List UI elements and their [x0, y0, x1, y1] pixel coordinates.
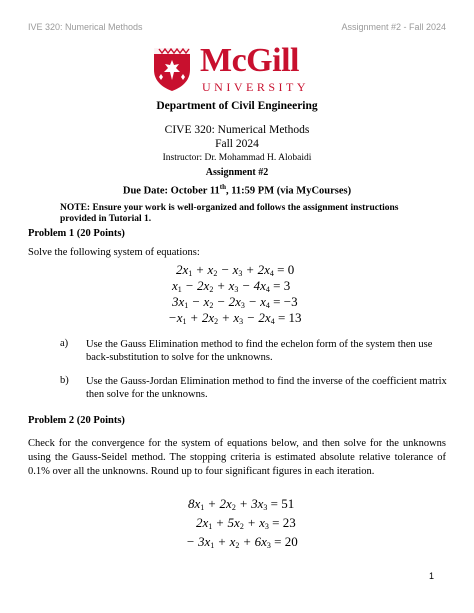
due-date-sup: th	[219, 183, 227, 191]
due-date-suffix: , 11:59 PM (via MyCourses)	[226, 185, 352, 197]
department-title: Department of Civil Engineering	[156, 100, 318, 112]
problem2-equations	[0, 496, 474, 552]
equation-row: $2x_1 + 5x_2 + x_3 = 23$	[196, 515, 296, 531]
note: NOTE: Ensure your work is well-organized and follows the assignment instructions provided in Tutorial 1.	[60, 203, 399, 224]
equation-row: $3x_1 - x_2 - 2x_3 - x_4 = -3$	[172, 294, 298, 310]
problem2-text: Check for the convergence for the system of equations below, and then solve for the unknowns using the Gauss-Seidel method. The stopping criteria is estimated absolute relative tolerance of 0.1% over all the unknowns. Round up to four significant figures in each iteration.	[28, 438, 446, 477]
assignment-number: Assignment #2	[205, 167, 269, 178]
equation-row: $x_1 - 2x_2 + x_3 - 4x_4 = 3$	[172, 278, 291, 294]
equation-row: $2x_1 + x_2 - x_3 + 2x_4 = 0$	[176, 262, 295, 278]
mcgill-crest-icon	[150, 44, 194, 92]
problem1-heading: Problem 1 (20 Points)	[28, 228, 125, 239]
term: Fall 2024	[215, 138, 259, 150]
problem2-heading: Problem 2 (20 Points)	[28, 415, 125, 426]
mcgill-logo	[150, 44, 330, 96]
logo-wordmark: McGill	[200, 42, 299, 79]
header-right: Assignment #2 - Fall 2024	[341, 22, 446, 32]
problem1-intro: Solve the following system of equations:	[28, 247, 200, 258]
due-date-prefix: Due Date: October 11	[122, 185, 220, 197]
problem1-equations	[0, 262, 474, 326]
part-a-text: Use the Gauss Elimination method to find the echelon form of the system then use back-substitution to solve for the unknowns.	[86, 339, 433, 363]
part-b-label: b)	[60, 375, 69, 386]
equation-row: $8x_1 + 2x_2 + 3x_3 = 51$	[188, 496, 295, 512]
part-a-label: a)	[60, 338, 69, 349]
logo-subtext: UNIVERSITY	[202, 80, 309, 94]
equation-row: $-x_1 + 2x_2 + x_3 - 2x_4 = 13$	[168, 310, 302, 326]
header-left: IVE 320: Numerical Methods	[28, 22, 143, 32]
equation-row: − $3x_1 + x_2 + 6x_3 = 20$	[186, 534, 298, 550]
part-b-text: Use the Gauss-Jordan Elimination method to find the inverse of the coefficient matrix then solve for the unknowns.	[86, 376, 447, 400]
page-number: 1	[428, 571, 434, 581]
instructor: Instructor: Dr. Mohammad H. Alobaidi	[162, 153, 312, 163]
course-title: CIVE 320: Numerical Methods	[164, 124, 310, 136]
due-date	[0, 183, 474, 197]
